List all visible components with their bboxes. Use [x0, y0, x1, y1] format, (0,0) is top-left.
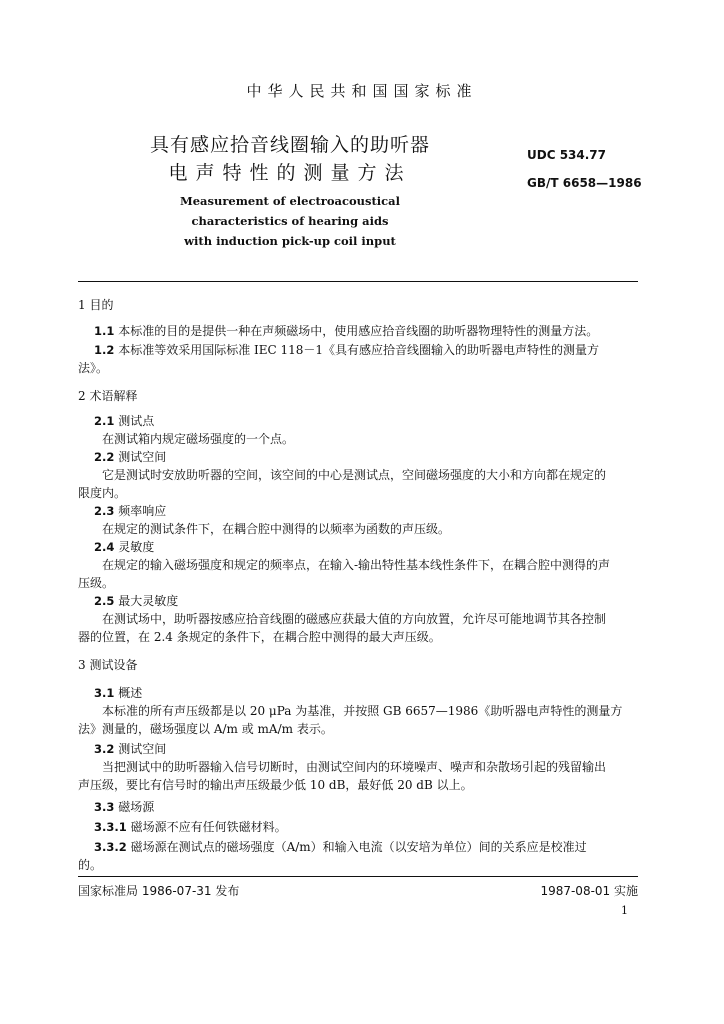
clause-3-1-title — [78, 684, 638, 702]
clause-title: 测试空间 — [118, 742, 167, 756]
clause-text: 磁场源不应有任何铁磁材料。 — [130, 820, 287, 834]
clause-3-1-body-cont: 法》测量的，磁场强度以 A/m 或 mA/m 表示。 — [78, 722, 333, 736]
clause-number: 3.3.2 — [94, 840, 127, 854]
english-title-line1: Measurement of electroacoustical — [180, 194, 400, 208]
clause-2-5-title — [78, 592, 638, 610]
english-title-line3: with induction pick-up coil input — [184, 234, 396, 248]
clause-2-2-body-cont: 限度内。 — [78, 486, 127, 500]
clause-1-2 — [78, 341, 638, 359]
clause-1-1 — [78, 322, 638, 340]
page-number: 1 — [621, 904, 628, 917]
clause-2-2-title — [78, 448, 638, 466]
clause-2-2-body: 它是测试时安放助听器的空间，该空间的中心是测试点，空间磁场强度的大小和方向都在规定的 — [102, 468, 607, 482]
clause-2-4-body: 在规定的输入磁场强度和规定的频率点，在输入-输出特性基本线性条件下，在耦合腔中测得的声 — [102, 558, 611, 572]
udc-number: UDC 534.77 — [527, 148, 606, 162]
clause-2-1-title — [78, 412, 638, 430]
clause-number: 2.3 — [94, 504, 115, 518]
clause-number: 2.5 — [94, 594, 115, 608]
clause-2-5-body-cont: 器的位置，在 2.4 条规定的条件下，在耦合腔中测得的最大声压级。 — [78, 630, 441, 644]
clause-number: 1.2 — [94, 343, 115, 357]
clause-3-2-body: 当把测试中的助听器输入信号切断时，由测试空间内的环境噪声、噪声和杂散场引起的残留输出 — [102, 760, 607, 774]
clause-text: 本标准等效采用国际标准 IEC 118－1《具有感应拾音线圈输入的助听器电声特性的测量方 — [118, 343, 600, 357]
clause-3-3-1 — [78, 818, 638, 836]
clause-3-3-title — [78, 798, 638, 816]
clause-3-1-body: 本标准的所有声压级都是以 20 μPa 为基准，并按照 GB 6657—1986《助听器电声特性的测量方 — [102, 704, 623, 718]
clause-text: 本标准的目的是提供一种在声频磁场中，使用感应拾音线圈的助听器物理特性的测量方法。 — [118, 324, 599, 338]
clause-title: 概述 — [118, 686, 143, 700]
clause-number: 2.4 — [94, 540, 115, 554]
section-2-heading: 2 术语解释 — [78, 389, 138, 403]
clause-text: 磁场源在测试点的磁场强度（A/m）和输入电流（以安培为单位）间的关系应是校准过 — [130, 840, 587, 854]
clause-3-3-2 — [78, 838, 638, 856]
clause-number: 2.2 — [94, 450, 115, 464]
clause-2-5-body: 在测试场中，助听器按感应拾音线圈的磁感应获最大值的方向放置，允许尽可能地调节其各控制 — [102, 612, 607, 626]
section-1-heading: 1 目的 — [78, 298, 114, 312]
clause-title: 测试点 — [118, 414, 155, 428]
section-3-heading: 3 测试设备 — [78, 658, 138, 672]
header-divider — [78, 281, 638, 282]
clause-2-3-title — [78, 502, 638, 520]
clause-title: 频率响应 — [118, 504, 167, 518]
english-title-line2: characteristics of hearing aids — [191, 214, 389, 228]
effective-date: 1987-08-01 实施 — [540, 884, 638, 898]
clause-1-2-cont: 法》。 — [78, 361, 109, 375]
clause-number: 3.3.1 — [94, 820, 127, 834]
issue-date: 国家标准局 1986-07-31 发布 — [78, 884, 240, 898]
chinese-title-line1: 具有感应拾音线圈输入的助听器 — [149, 134, 430, 156]
clause-number: 3.2 — [94, 742, 115, 756]
clause-2-3-body: 在规定的测试条件下，在耦合腔中测得的以频率为函数的声压级。 — [102, 522, 451, 536]
clause-title: 磁场源 — [118, 800, 155, 814]
clause-number: 2.1 — [94, 414, 115, 428]
clause-3-3-2-cont: 的。 — [78, 858, 103, 872]
clause-title: 测试空间 — [118, 450, 167, 464]
clause-title: 灵敏度 — [118, 540, 155, 554]
clause-2-1-body: 在测试箱内规定磁场强度的一个点。 — [102, 432, 295, 446]
chinese-title-line2: 电声特性的测量方法 — [168, 162, 412, 184]
clause-2-4-title — [78, 538, 638, 556]
footer-divider — [78, 876, 638, 877]
clause-2-4-body-cont: 压级。 — [78, 576, 115, 590]
standard-title: 中华人民共和国国家标准 — [246, 82, 478, 100]
clause-3-2-body-cont: 声压级，要比有信号时的输出声压级最少低 10 dB，最好低 20 dB 以上。 — [78, 778, 473, 792]
clause-number: 1.1 — [94, 324, 115, 338]
clause-3-2-title — [78, 740, 638, 758]
gb-standard-number: GB/T 6658—1986 — [527, 176, 642, 190]
clause-title: 最大灵敏度 — [118, 594, 179, 608]
clause-number: 3.1 — [94, 686, 115, 700]
clause-number: 3.3 — [94, 800, 115, 814]
